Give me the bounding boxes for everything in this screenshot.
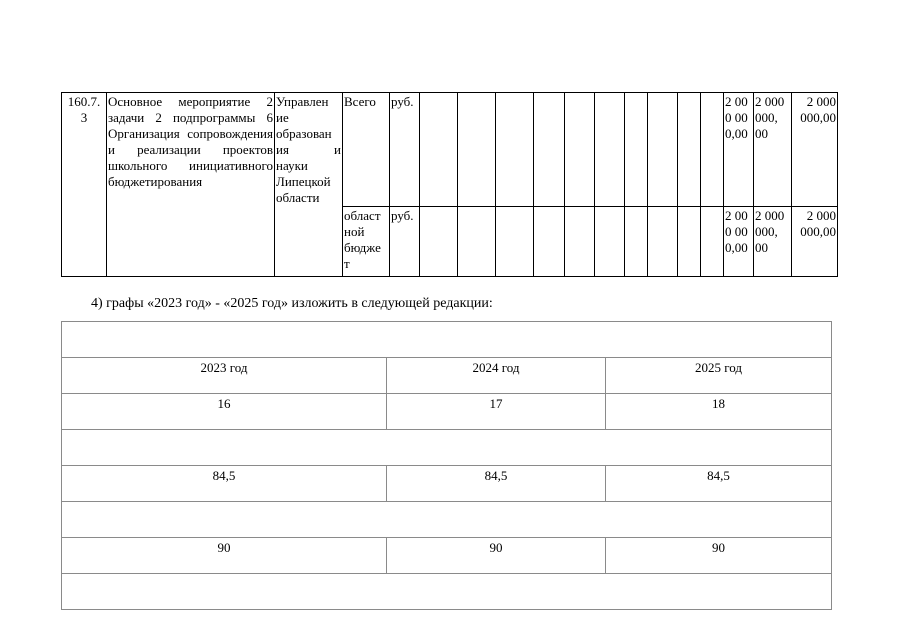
amount-cell: 2 000 000, 00: [754, 207, 792, 277]
amendment-note: 4) графы «2023 год» - «2025 год» изложить в следующей редакции:: [91, 296, 493, 311]
empty-cell: [701, 93, 724, 207]
empty-cell: [595, 207, 625, 277]
blank-row: [62, 574, 832, 610]
value-cell: 84,5: [606, 466, 832, 502]
unit-cell: руб.: [390, 207, 420, 277]
empty-cell: [534, 207, 565, 277]
empty-cell: [625, 93, 648, 207]
row-number-cell: 160.7. 3: [62, 93, 107, 277]
empty-cell: [625, 207, 648, 277]
value-cell: 90: [387, 538, 606, 574]
table-row: [62, 358, 832, 394]
activity-name-cell: Основное мероприятие 2 задачи 2 подпрограммы 6 Организация сопровождения и реализации проектов школьного инициативного бюджетирования: [107, 93, 275, 277]
empty-cell: [648, 207, 678, 277]
program-activity-table: [61, 92, 838, 277]
header-2025: 2025 год: [606, 358, 832, 394]
unit-cell: руб.: [390, 93, 420, 207]
amount-cell: 2 000 000,00: [792, 207, 838, 277]
empty-cell: [595, 93, 625, 207]
value-cell: 90: [62, 538, 387, 574]
value-cell: 16: [62, 394, 387, 430]
amount-cell: 2 00 0 00 0,00: [724, 93, 754, 207]
table-row: [62, 538, 832, 574]
value-cell: 18: [606, 394, 832, 430]
value-cell: 90: [606, 538, 832, 574]
value-cell: 84,5: [387, 466, 606, 502]
table-row: [62, 394, 832, 430]
empty-cell: [420, 207, 458, 277]
empty-cell: [496, 207, 534, 277]
empty-cell: [496, 93, 534, 207]
empty-cell: [565, 93, 595, 207]
empty-cell: [458, 207, 496, 277]
blank-row: [62, 322, 832, 358]
amount-cell: 2 000 000, 00: [754, 93, 792, 207]
header-2024: 2024 год: [387, 358, 606, 394]
empty-cell: [701, 207, 724, 277]
empty-cell: [648, 93, 678, 207]
empty-cell: [678, 93, 701, 207]
empty-cell: [458, 93, 496, 207]
source-total-cell: Всего: [343, 93, 390, 207]
header-2023: 2023 год: [62, 358, 387, 394]
blank-row: [62, 502, 832, 538]
amount-cell: 2 000 000,00: [792, 93, 838, 207]
empty-cell: [565, 207, 595, 277]
years-table: [61, 321, 832, 610]
source-regional-cell: област ной бюдже т: [343, 207, 390, 277]
empty-cell: [534, 93, 565, 207]
value-cell: 17: [387, 394, 606, 430]
empty-cell: [678, 207, 701, 277]
value-cell: 84,5: [62, 466, 387, 502]
empty-cell: [420, 93, 458, 207]
amount-cell: 2 00 0 00 0,00: [724, 207, 754, 277]
table-row: [62, 466, 832, 502]
blank-row: [62, 430, 832, 466]
executor-cell: Управлен ие образован ия и науки Липецкой области: [275, 93, 343, 277]
